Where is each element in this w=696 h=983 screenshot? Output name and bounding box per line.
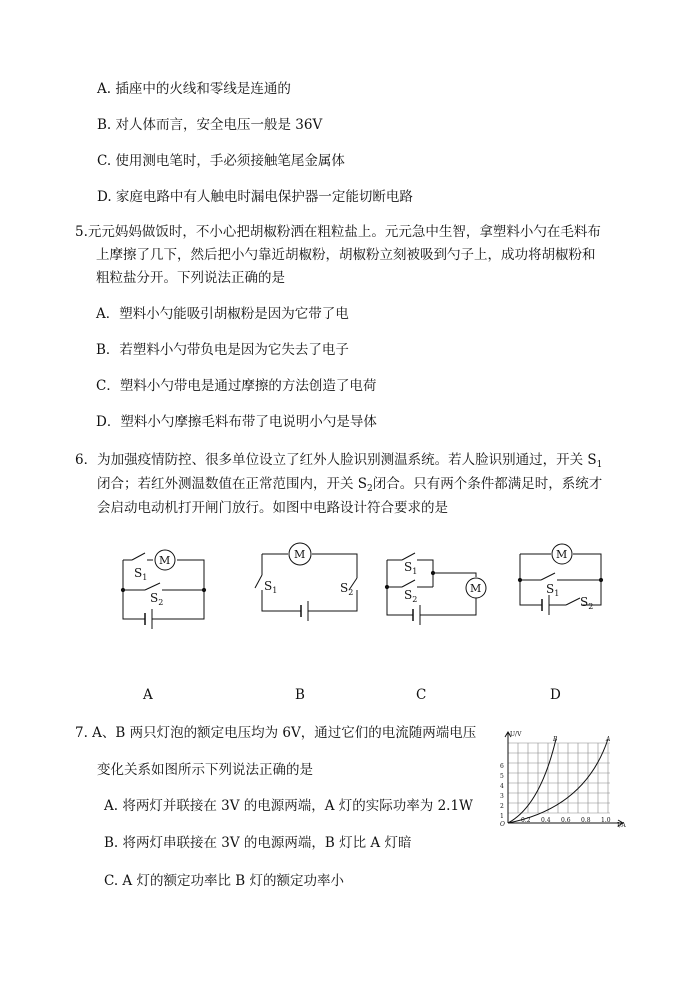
y-tick-1: 1	[500, 813, 504, 820]
circuit-label-b: B	[295, 687, 305, 703]
q4-option-a: A. 插座中的火线和零线是连通的	[97, 81, 291, 97]
x-axis-label: I/A	[617, 822, 626, 828]
y-axis-label: U/V	[510, 731, 522, 738]
x-tick-2: 0.4	[541, 817, 551, 824]
q7-option-b: B. 将两灯串联接在 3V 的电源两端，B 灯比 A 灯暗	[104, 835, 412, 851]
q6-circuit-diagrams	[0, 540, 696, 640]
q5-option-a: A．塑料小勺能吸引胡椒粉是因为它带了电	[96, 306, 349, 322]
q5-option-d: D．塑料小勺摩擦毛料布带了电说明小勺是导体	[96, 414, 377, 430]
q7-ui-graph	[490, 726, 635, 828]
a-s1-label: $S_1$	[134, 566, 148, 582]
q7-stem-line-2: 变化关系如图所示下列说法正确的是	[97, 762, 313, 778]
motor-label-c: M	[470, 582, 482, 595]
y-tick-6: 6	[500, 763, 504, 770]
curve-label-a: A	[606, 736, 611, 743]
y-tick-2: 2	[500, 803, 504, 810]
motor-label-d: M	[556, 548, 568, 561]
q5-option-c: C．塑料小勺带电是通过摩擦的方法创造了电荷	[96, 378, 377, 394]
q7-option-c: C. A 灯的额定功率比 B 灯的额定功率小	[104, 873, 344, 889]
motor-label-a: M	[159, 554, 171, 567]
q6-stem-line-3: 会启动电动机打开闸门放行。如图中电路设计符合要求的是	[97, 500, 448, 516]
x-tick-1: 0.2	[521, 817, 531, 824]
d-s1-label: $S_1$	[546, 582, 560, 598]
circuit-label-c: C	[416, 687, 427, 703]
d-s2-label: $S_2$	[580, 595, 594, 611]
circuit-label-a: A	[143, 687, 153, 703]
x-tick-3: 0.6	[561, 817, 571, 824]
circuit-label-d: D	[550, 687, 561, 703]
y-tick-3: 3	[500, 793, 504, 800]
q7-stem-line-1: 7. A、B 两只灯泡的额定电压均为 6V，通过它们的电流随两端电压	[75, 725, 477, 741]
c-s2-label: $S_2$	[404, 588, 418, 604]
a-s2-label: $S_2$	[150, 591, 164, 607]
c-s1-label: $S_1$	[404, 560, 418, 576]
q5-option-b: B．若塑料小勺带负电是因为它失去了电子	[96, 342, 349, 358]
q4-option-b: B. 对人体而言，安全电压一般是 36V	[97, 117, 323, 133]
q5-stem-line-3: 粗粒盐分开。下列说法正确的是	[96, 270, 285, 286]
curve-label-b: B	[553, 736, 558, 743]
q5-stem-line-2: 上摩擦了几下，然后把小勺靠近胡椒粉，胡椒粉立刻被吸到勺子上，成功将胡椒粉和	[96, 247, 596, 263]
q7-option-a: A. 将两灯并联接在 3V 的电源两端，A 灯的实际功率为 2.1W	[104, 798, 473, 814]
x-tick-4: 0.8	[581, 817, 591, 824]
y-tick-5: 5	[500, 773, 504, 780]
motor-label-b: M	[294, 548, 306, 561]
q4-option-d: D. 家庭电路中有人触电时漏电保护器一定能切断电路	[97, 189, 413, 205]
q6-stem-line-2: 闭合；若红外测温数值在正常范围内，开关 $S_2$闭合。只有两个条件都满足时，系统才	[97, 476, 603, 494]
q6-stem-line-1: 6．为加强疫情防控、很多单位设立了红外人脸识别测温系统。若人脸识别通过，开关 $S_1$	[75, 452, 603, 470]
y-tick-4: 4	[500, 783, 504, 790]
b-s2-label: $S_2$	[340, 581, 354, 597]
curve-b	[508, 739, 556, 823]
x-tick-5: 1.0	[601, 817, 611, 824]
origin-label: O	[500, 821, 505, 828]
q5-stem-line-1: 5.元元妈妈做饭时，不小心把胡椒粉洒在粗粒盐上。元元急中生智，拿塑料小勺在毛料布	[75, 224, 601, 240]
q4-option-c: C. 使用测电笔时，手必须接触笔尾金属体	[97, 153, 345, 169]
b-s1-label: $S_1$	[264, 579, 278, 595]
